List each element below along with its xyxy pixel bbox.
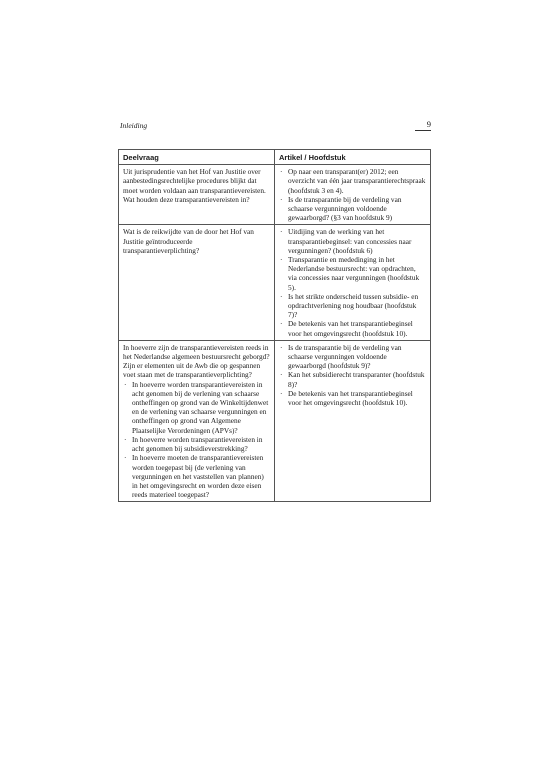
question-cell (119, 165, 275, 225)
question-text: In hoeverre zijn de transparantievereisten reeds in het Nederlandse algemeen bestuursrecht geborgd? (123, 342, 270, 362)
article-item: · Is de transparantie bij de verdeling van schaarse vergunningen voldoende gewaarborgd? (§3 van hoofdstuk 9) (279, 195, 426, 223)
table-row (119, 340, 431, 501)
table-header-row (119, 150, 431, 165)
running-header (120, 119, 431, 133)
question-text: Wat is de reikwijdte van de door het Hof van Justitie geïntroduceerde transparantieverplichting? (123, 227, 254, 255)
sub-question-item: · In hoeverre worden transparantievereisten in acht genomen bij de verlening van schaarse ontheffingen op grond van de Winkeltijdenwet en de verlening van schaarse vergunningen en ontheffingen op grond van Algemene Plaatselijke Verordeningen (APVs)? (123, 380, 270, 435)
article-item: · Uitdijing van de werking van het transparantiebeginsel: van concessies naar vergunningen? (hoofdstuk 6) (279, 227, 426, 255)
article-list (279, 343, 426, 407)
table-row (119, 225, 431, 340)
sub-question-list (123, 380, 270, 500)
question-text: Uit jurisprudentie van het Hof van Justitie over aanbestedingsrechtelijke procedures blijkt dat moet worden voldaan aan transparantievereisten. Wat houden deze transparantievereisten in? (123, 167, 266, 204)
article-item: · De betekenis van het transparantiebeginsel voor het omgevingsrecht (hoofdstuk 10). (279, 389, 426, 407)
article-item: · De betekenis van het transparantiebeginsel voor het omgevingsrecht (hoofdstuk 10). (279, 319, 426, 337)
column-header-deelvraag: Deelvraag (119, 150, 275, 165)
articles-cell (275, 225, 431, 340)
question-text-2: Zijn er elementen uit de Awb die op gespannen voet staan met de transparantieverplichting? (123, 361, 261, 380)
article-list (279, 167, 426, 222)
question-cell (119, 225, 275, 340)
page-number: 9 (415, 119, 431, 131)
running-title: Inleiding (120, 121, 148, 130)
research-questions-table (118, 149, 431, 502)
column-header-artikel: Artikel / Hoofdstuk (275, 150, 431, 165)
article-item: · Kan het subsidierecht transparanter (hoofdstuk 8)? (279, 370, 426, 388)
article-list (279, 227, 426, 337)
articles-cell (275, 165, 431, 225)
article-item: · Transparantie en mededinging in het Nederlandse bestuursrecht: van opdrachten, via concessies naar vergunningen (hoofdstuk 5). (279, 255, 426, 292)
article-item: · Is de transparantie bij de verdeling van schaarse vergunningen voldoende gewaarborgd (hoofdstuk 9)? (279, 343, 426, 371)
question-cell (119, 340, 275, 501)
sub-question-item: · In hoeverre moeten de transparantievereisten worden toegepast bij (de verlening van vergunningen en het vaststellen van plannen) in het omgevingsrecht en worden deze eisen reeds materieel toegepast? (123, 453, 270, 499)
sub-question-item: · In hoeverre worden transparantievereisten in acht genomen bij subsidieverstrekking? (123, 435, 270, 453)
table-row (119, 165, 431, 225)
article-item: · Op naar een transparant(er) 2012; een overzicht van één jaar transparantierechtspraak (hoofdstuk 3 en 4). (279, 167, 426, 195)
article-item: · Is het strikte onderscheid tussen subsidie- en opdrachtverlening nog houdbaar (hoofdstuk 7)? (279, 292, 426, 320)
articles-cell (275, 340, 431, 501)
